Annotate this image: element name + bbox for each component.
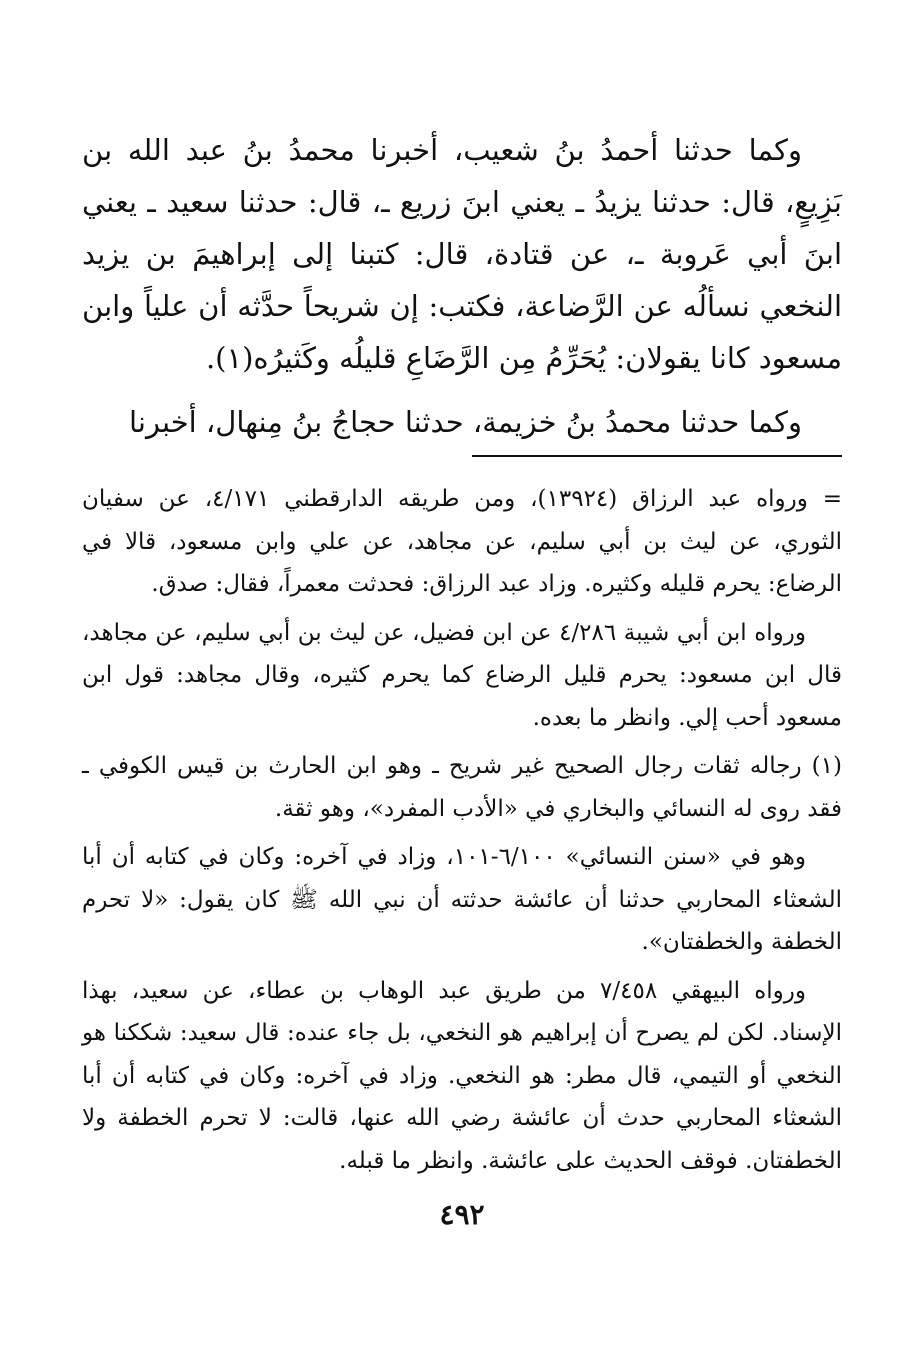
main-text: [82, 124, 842, 448]
footnote-1: (١) رجاله ثقات رجال الصحيح غير شريح ـ وهو ابن الحارث بن قيس الكوفي ـ فقد روى له النسائي والبخاري في «الأدب المفرد»، وهو ثقة.: [82, 753, 842, 822]
footnote-separator: [472, 455, 842, 457]
page-number: ٤٩٢: [439, 1198, 485, 1231]
footnote-continuation: = ورواه عبد الرزاق (١٣٩٢٤)، ومن طريقه الدارقطني ٤/١٧١، عن سفيان الثوري، عن ليث بن أبي سليم، عن مجاهد، عن علي وابن مسعود، قالا في الرضاع: يحرم قليله وكثيره. وزاد عبد الرزاق: فحدثت معمراً، فقال: صدق.: [82, 486, 842, 597]
main-paragraph-1: وكما حدثنا أحمدُ بنُ شعيب، أخبرنا محمدُ بنُ عبد الله بن بَزِيعٍ، قال: حدثنا يزيدُ ـ يعني ابنَ زريع ـ، قال: حدثنا سعيد ـ يعني ابنَ أبي عَروبة ـ، عن قتادة، قال: كتبنا إلى إبراهيمَ بن يزيد النخعي نسألُه عن الرَّضاعة، فكتب: إن شريحاً حدَّثه أن علياً وابن مسعود كانا يقولان: يُحَرِّمُ مِن الرَّضَاعِ قليلُه وكَثيرُه(١).: [82, 133, 842, 375]
footnotes: [82, 478, 842, 1182]
main-paragraph-2: وكما حدثنا محمدُ بنُ خزيمة، حدثنا حجاجُ بنُ مِنهال، أخبرنا: [129, 405, 802, 439]
footnote-1-paragraph-2: وهو في «سنن النسائي» ٦/١٠٠-١٠١، وزاد في آخره: وكان في كتابه أن أبا الشعثاء المحاربي حدثنا أن عائشة حدثته أن نبي الله ﷺ كان يقول: «لا تحرم الخطفة والخطفتان».: [82, 844, 842, 955]
footnote-1-paragraph-3: ورواه البيهقي ٧/٤٥٨ من طريق عبد الوهاب بن عطاء، عن سعيد، بهذا الإسناد. لكن لم يصرح أن إبراهيم هو النخعي، بل جاء عنده: قال سعيد: شككنا هو النخعي أو التيمي، قال مطر: هو النخعي. وزاد في آخره: وكان في كتابه أن أبا الشعثاء المحاربي حدث أن عائشة رضي الله عنها، قالت: لا تحرم الخطفة ولا الخطفتان. فوقف الحديث على عائشة. وانظر ما قبله.: [82, 977, 842, 1174]
footnote-continuation-paragraph-2: ورواه ابن أبي شيبة ٤/٢٨٦ عن ابن فضيل، عن ليث بن أبي سليم، عن مجاهد، قال ابن مسعود: يحرم قليل الرضاع كما يحرم كثيره، وقال مجاهد: قول ابن مسعود أحب إلي. وانظر ما بعده.: [82, 619, 842, 731]
